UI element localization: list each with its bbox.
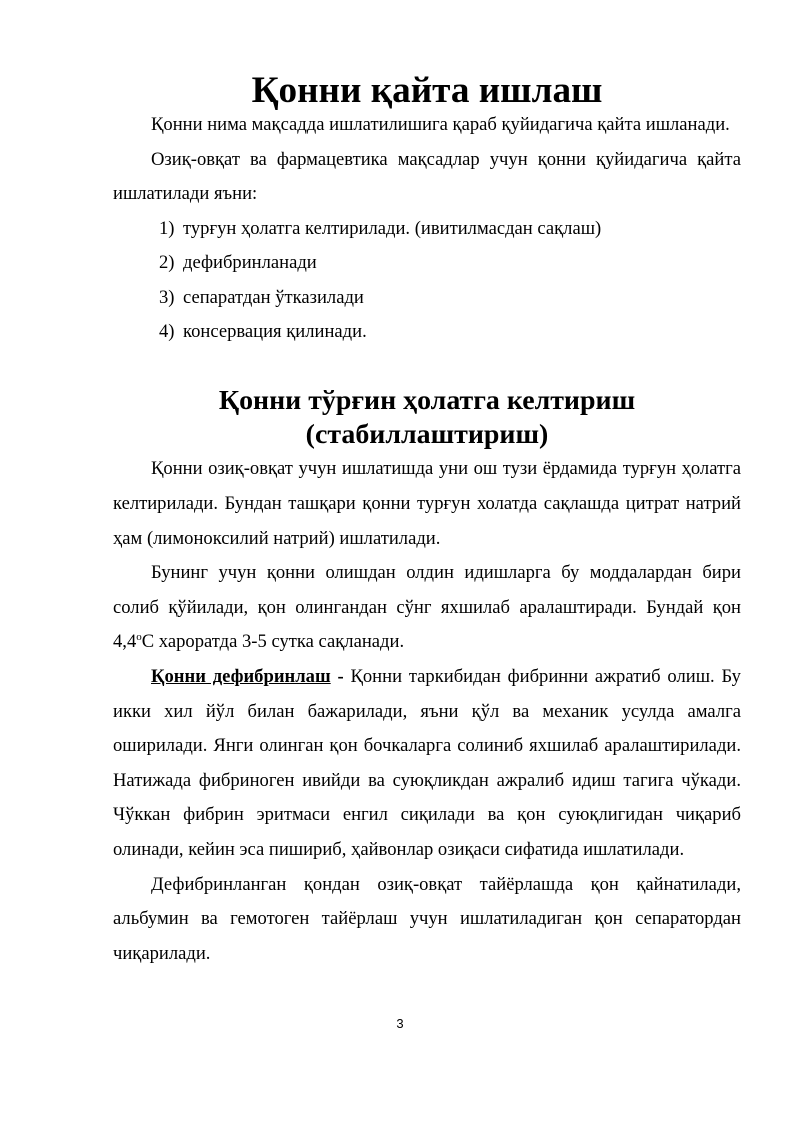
degree-superscript: о xyxy=(136,631,142,644)
list-item xyxy=(159,315,741,349)
paragraph-storage xyxy=(113,556,741,660)
list-item-text: дефибринланади xyxy=(183,252,317,274)
page-number: 3 xyxy=(396,1016,404,1031)
list-item-number: 2) xyxy=(159,252,175,274)
list-item-text: турғун ҳолатга келтирилади. (ивитилмасдан сақлаш) xyxy=(183,217,602,239)
list-item xyxy=(159,246,741,280)
defibrination-term: Қонни дефибринлаш xyxy=(151,665,331,687)
list-item-text: сепаратдан ўтказилади xyxy=(183,286,364,308)
defibrination-text: Қонни таркибидан фибринни ажратиб олиш. Бу икки хил йўл билан бажарилади, яъни қўл ва механик усулда амалга оширилади. Янги олинган қон бочкаларга солиниб яхшилаб аралаштирилади. Натижада фибриноген ивийди ва суюқликдан ажралиб идиш тагига чўкади. Чўккан фибрин эритмаси енгил сиқилади ва қон суюқлигидан чиқариб олинади, кейин эса пишириб, ҳайвонлар озиқаси сифатида ишлатилади. xyxy=(113,665,741,860)
list-item xyxy=(159,212,741,246)
storage-text-end: С хароратда 3-5 сутка сақланади. xyxy=(141,631,405,653)
list-item-number: 4) xyxy=(159,321,175,342)
section-title-stabilization: Қонни тўрғин ҳолатга келтириш (стабиллаштириш) xyxy=(218,385,636,451)
storage-text-main: Бунинг учун қонни олишдан олдин идишларга бу моддалардан бири солиб қўйилади, қон олингандан сўнг яхшилаб аралаштиради. Бундай қон 4,4 xyxy=(113,562,741,653)
document-page xyxy=(113,70,741,971)
paragraph-purpose: Озиқ-овқат ва фармацевтика мақсадлар учун қонни қуйидагича қайта ишлатилади яъни: xyxy=(113,148,741,205)
processing-steps-list xyxy=(113,212,741,350)
list-item-number: 1) xyxy=(159,217,175,239)
term-dash: - xyxy=(330,665,351,687)
paragraph-defibrinated-use: Дефибринланган қондан озиқ-овқат тайёрлашда қон қайнатилади, альбумин ва гемотоген тайёрлаш учун ишлатиладиган қон сепаратордан чиқарилади. xyxy=(113,873,741,964)
list-item-text: консервация қилинади. xyxy=(183,321,367,342)
paragraph-defibrination xyxy=(113,660,741,868)
section-title-blood-processing: Қонни қайта ишлаш xyxy=(251,70,603,111)
list-item xyxy=(159,281,741,315)
list-item-number: 3) xyxy=(159,286,175,308)
paragraph-intro: Қонни нима мақсадда ишлатилишига қараб қуйидагича қайта ишланади. xyxy=(151,114,730,135)
paragraph-stabilization: Қонни озиқ-овқат учун ишлатишда уни ош тузи ёрдамида турғун ҳолатга келтирилади. Бундан ташқари қонни турғун холатда сақлашда цитрат натрий ҳам (лимоноксилий натрий) ишлатилади. xyxy=(113,458,741,549)
